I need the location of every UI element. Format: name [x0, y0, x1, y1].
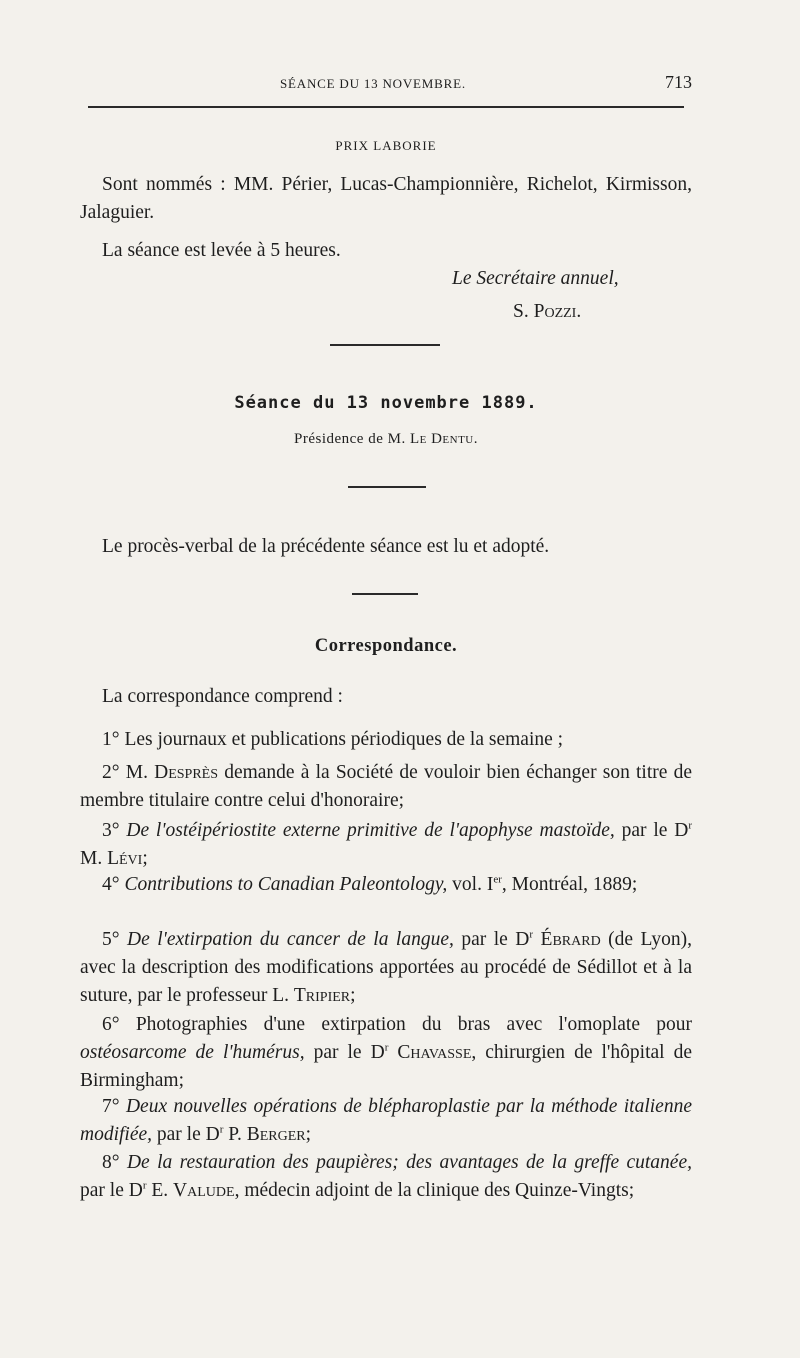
list-item	[80, 871, 692, 899]
item-text: par le D	[453, 929, 530, 950]
item-number: 2°	[102, 762, 120, 783]
item-text	[533, 929, 540, 950]
correspondance-intro: La correspondance comprend :	[102, 686, 343, 707]
item-text: P.	[223, 1124, 247, 1145]
item-text: ;	[350, 985, 356, 1006]
author-name: Tripier	[293, 985, 351, 1006]
item-title: De la restauration des paupières; des avantages de la greffe cutanée,	[119, 1152, 692, 1173]
item-text: , Montréal, 1889;	[501, 874, 638, 895]
item-number: 5°	[102, 929, 120, 950]
list-item	[80, 1011, 692, 1095]
item-title: Contributions to Canadian Paleontology,	[119, 874, 448, 895]
item-text: , médecin adjoint de la clinique des Quinze-Vingts;	[234, 1180, 635, 1201]
author-name: Desprès	[154, 762, 219, 783]
superscript: r	[529, 928, 534, 941]
author-name: Valude	[173, 1180, 235, 1201]
item-title: De l'extirpation du cancer de la langue,	[119, 929, 454, 950]
nominees-paragraph: Sont nommés : MM. Périer, Lucas-Championnière, Richelot, Kirmisson, Jalaguier.	[80, 174, 692, 223]
superscript: r	[142, 1179, 147, 1192]
item-text: par le D	[304, 1042, 385, 1063]
superscript: er	[493, 873, 502, 886]
superscript: r	[219, 1123, 224, 1136]
item-number: 6°	[102, 1014, 120, 1035]
item-text: par le D	[614, 820, 689, 841]
item-title: ostéosarcome de l'humérus,	[80, 1042, 305, 1063]
item-text: par le D	[152, 1124, 220, 1145]
author-name: Chavasse	[397, 1042, 472, 1063]
closing-paragraph: La séance est levée à 5 heures.	[102, 240, 341, 261]
proces-verbal-paragraph: Le procès-verbal de la précédente séance est lu et adopté.	[102, 536, 550, 557]
list-item	[80, 926, 692, 1010]
list-item	[80, 726, 692, 754]
item-text: ;	[142, 848, 148, 869]
item-text: (de Lyon), avec la description des modifications apportées au procédé de Sédillot et à la suture, par le professeur L.	[80, 929, 692, 1006]
running-head	[80, 72, 692, 96]
item-number: 1°	[102, 729, 120, 750]
author-name: Lévi	[107, 848, 143, 869]
page-number: 713	[665, 72, 692, 92]
item-number: 3°	[102, 820, 120, 841]
item-text: E.	[146, 1180, 174, 1201]
session-title: Séance du 13 novembre 1889.	[234, 393, 538, 413]
correspondance-heading: Correspondance.	[314, 636, 458, 656]
item-text: vol. I	[447, 874, 494, 895]
item-text: Les journaux et publications périodiques de la semaine ;	[119, 729, 564, 750]
item-number: 7°	[102, 1096, 120, 1117]
header-rule	[88, 106, 684, 108]
running-head-title: SÉANCE DU 13 NOVEMBRE.	[280, 76, 466, 91]
signature-title: Le Secrétaire annuel,	[452, 268, 619, 289]
item-title: Deux nouvelles opérations de blépharoplastie par la méthode italienne modifiée,	[80, 1096, 692, 1145]
list-item	[80, 817, 692, 873]
superscript: r	[688, 819, 692, 832]
item-text: M.	[80, 848, 108, 869]
item-text: , chirurgien de l'hôpital de Birmingham;	[80, 1042, 693, 1091]
signature-name	[513, 301, 581, 323]
section-rule	[348, 486, 426, 488]
list-item	[80, 1149, 692, 1205]
president-name: Le Dentu.	[409, 431, 478, 447]
section-rule	[352, 593, 418, 595]
list-item	[80, 1093, 692, 1149]
superscript: r	[384, 1041, 389, 1054]
author-name: Berger	[246, 1124, 306, 1145]
signature-surname: Pozzi.	[533, 301, 582, 322]
item-title: De l'ostéipériostite externe primitive de l'apophyse mastoïde,	[119, 820, 615, 841]
presidence-line	[80, 431, 692, 448]
item-number: 4°	[102, 874, 120, 895]
item-text: Photographies d'une extirpation du bras avec l'omoplate pour	[119, 1014, 692, 1035]
author-name: Ébrard	[540, 929, 601, 950]
presidence-prefix: Présidence de M.	[293, 431, 410, 447]
item-text: par le D	[80, 1180, 143, 1201]
item-number: 8°	[102, 1152, 120, 1173]
item-text: demande à la Société de vouloir bien échanger son titre de membre titulaire contre celui d'honoraire;	[80, 762, 692, 811]
prix-heading: PRIX LABORIE	[335, 138, 437, 153]
list-item	[80, 759, 692, 815]
item-text: M.	[119, 762, 155, 783]
signature-initial: S.	[513, 301, 534, 322]
section-rule	[330, 344, 440, 346]
item-text: ;	[305, 1124, 312, 1145]
